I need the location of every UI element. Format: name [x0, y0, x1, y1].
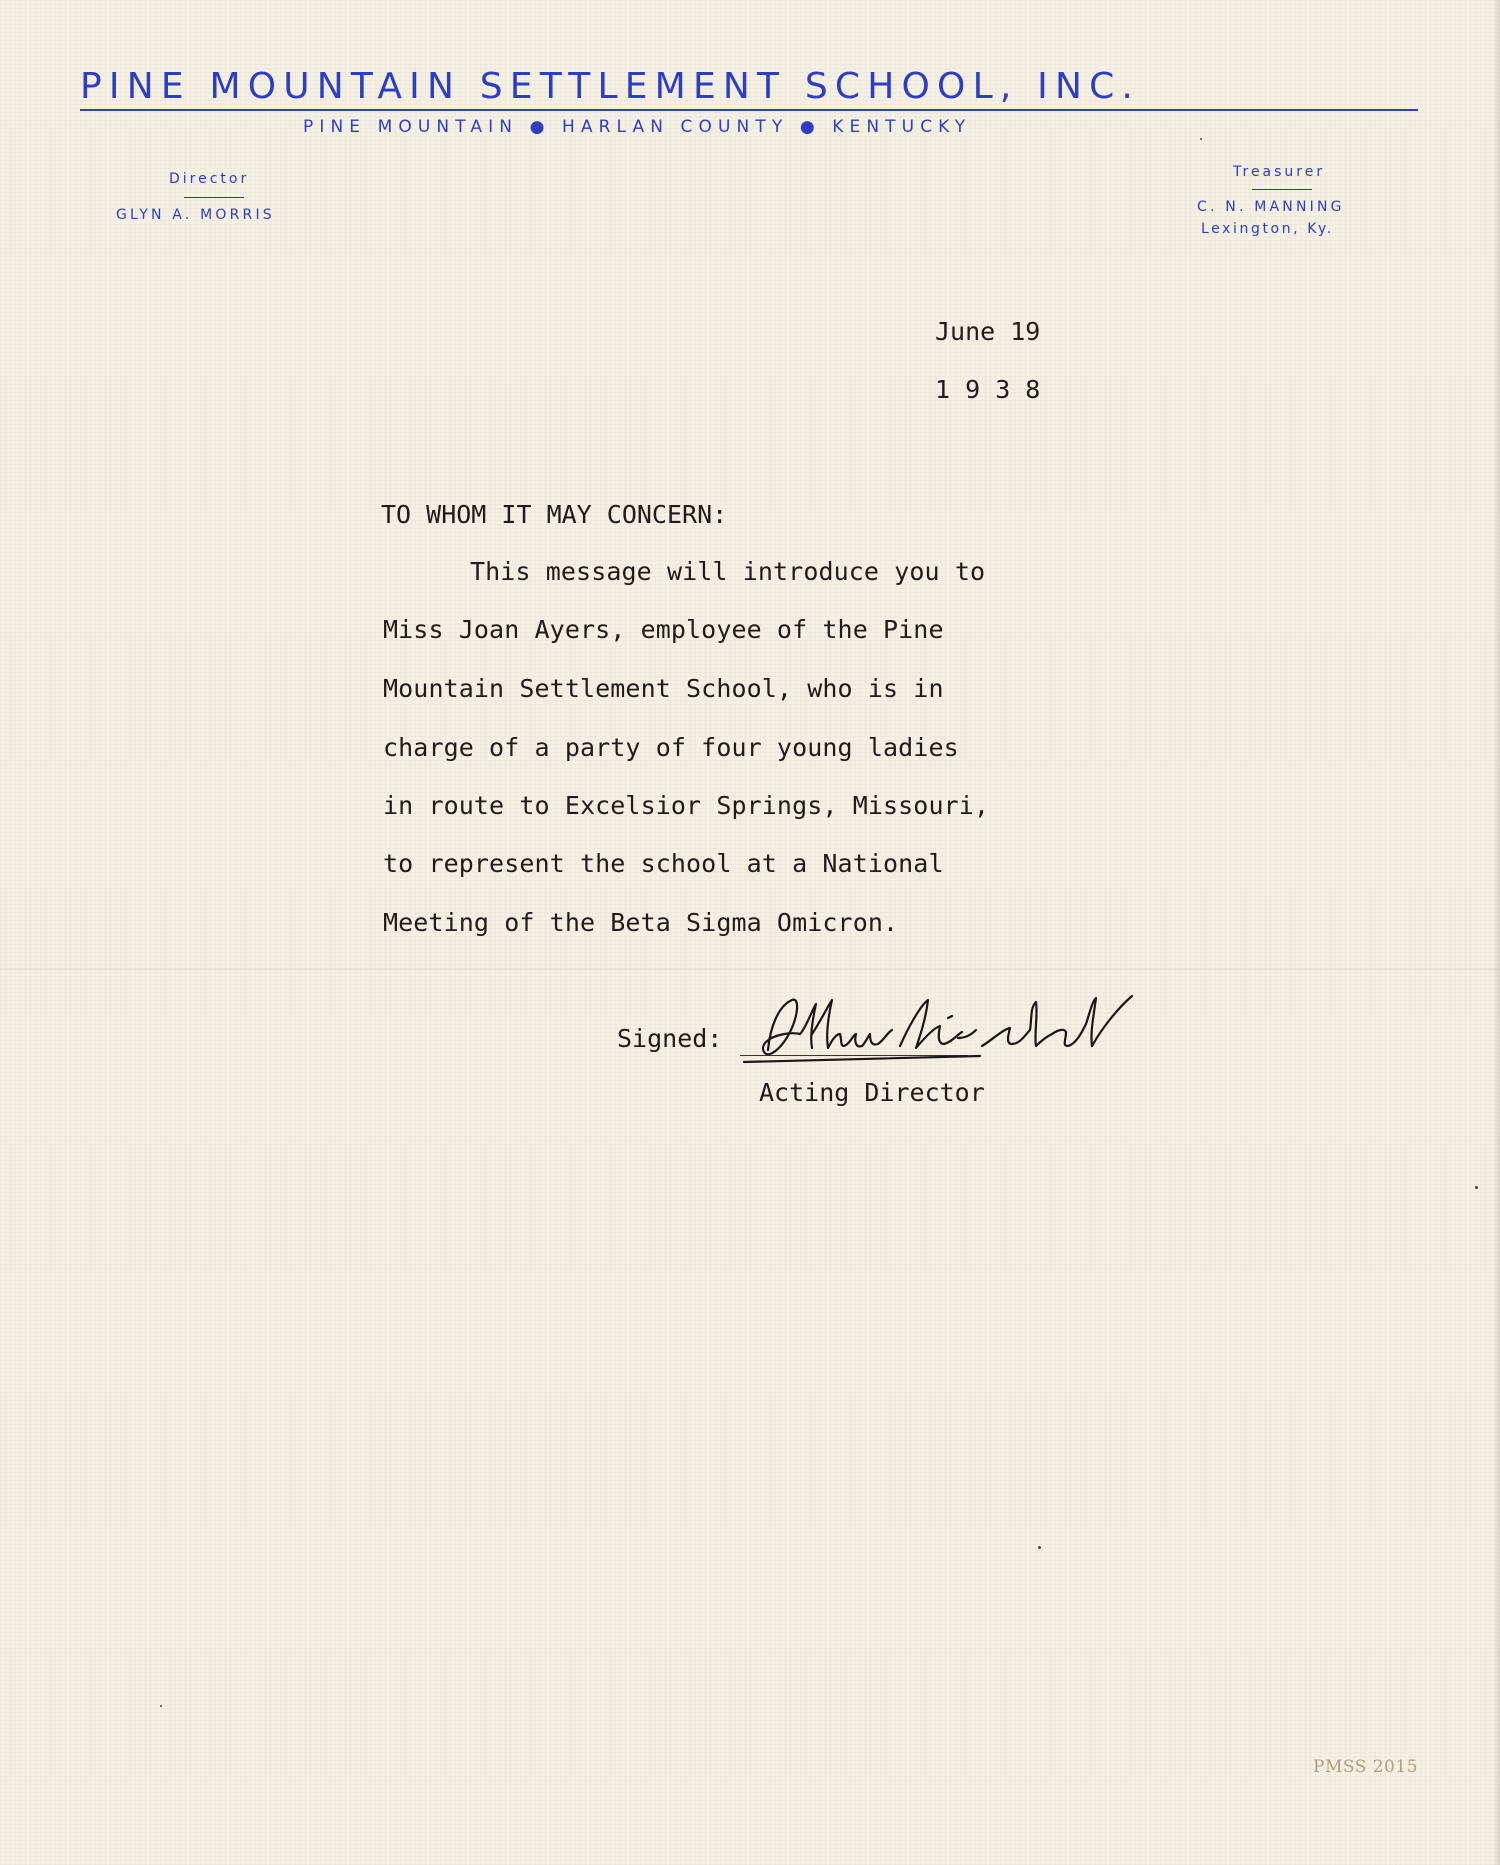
treasurer-rule: [1252, 189, 1312, 190]
body-line: This message will introduce you to: [470, 557, 986, 586]
paper-speck: [160, 1705, 162, 1707]
letter-date: June 19: [935, 317, 1041, 346]
signer-title: Acting Director: [759, 1078, 985, 1107]
body-line: charge of a party of four young ladies: [383, 733, 959, 762]
paper-speck: [1200, 138, 1202, 140]
archive-watermark: PMSS 2015: [1313, 1757, 1419, 1777]
paper-edge: [1492, 0, 1500, 1865]
treasurer-name: C. N. MANNING: [1197, 199, 1345, 215]
treasurer-city: Lexington, Ky.: [1201, 221, 1334, 237]
treasurer-label: Treasurer: [1233, 164, 1326, 180]
paper-speck: [1038, 1546, 1041, 1549]
body-line: Mountain Settlement School, who is in: [383, 674, 944, 703]
paper-speck: [1475, 1186, 1478, 1189]
director-rule: [184, 197, 244, 198]
salutation: TO WHOM IT MAY CONCERN:: [381, 500, 728, 529]
letterhead-organization: PINE MOUNTAIN SETTLEMENT SCHOOL, INC.: [80, 66, 1141, 107]
body-line: Miss Joan Ayers, employee of the Pine: [383, 615, 944, 644]
director-name: GLYN A. MORRIS: [116, 207, 275, 223]
letter-year: 1 9 3 8: [935, 375, 1041, 404]
director-label: Director: [169, 171, 250, 187]
paper-fold: [0, 968, 1500, 971]
body-line: in route to Excelsior Springs, Missouri,: [383, 791, 990, 820]
body-line: Meeting of the Beta Sigma Omicron.: [383, 908, 899, 937]
handwritten-signature: [740, 988, 1160, 1078]
letterhead-address: PINE MOUNTAIN ● HARLAN COUNTY ● KENTUCKY: [303, 117, 972, 137]
signed-label: Signed:: [617, 1024, 723, 1053]
body-line: to represent the school at a National: [383, 849, 944, 878]
letterhead-rule: [80, 109, 1418, 111]
